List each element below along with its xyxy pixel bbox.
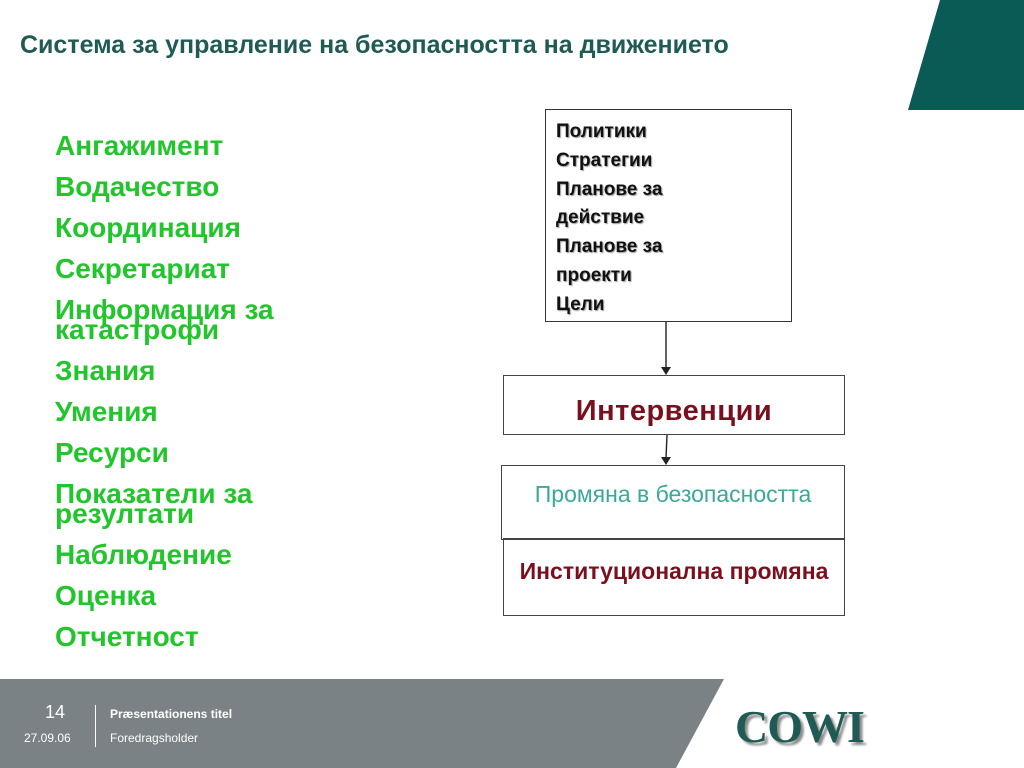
component-list — [55, 126, 355, 658]
footer-bar — [0, 679, 1024, 768]
footer-divider — [95, 705, 96, 747]
arrow-down-icon — [658, 435, 674, 466]
list-item: Информация за катастрофи — [55, 294, 274, 345]
list-item: Секретариат — [55, 253, 230, 284]
safety-change-label: Промяна в безопасността — [534, 481, 812, 507]
list-item: Показатели за резултати — [55, 478, 253, 529]
presenter-name: Foredragsholder — [110, 731, 199, 745]
institutional-change-box — [503, 538, 845, 616]
list-item: Водачество — [55, 171, 220, 202]
arrow-down-icon — [658, 322, 674, 376]
page-title: Система за управление на безопасността на движението — [20, 31, 729, 59]
policies-line: Планове за — [556, 178, 663, 200]
policies-line: Планове за — [556, 236, 663, 258]
list-item: Координация — [55, 212, 241, 243]
list-item: Умения — [55, 396, 158, 427]
list-item: Оценка — [55, 580, 157, 611]
slide-date: 27.09.06 — [24, 731, 71, 745]
cowi-logo: COWI — [735, 701, 864, 752]
safety-change-box — [501, 465, 845, 540]
interventions-box — [503, 375, 845, 435]
institutional-change-label: Институционална промяна — [519, 558, 829, 584]
slide-number: 14 — [44, 702, 66, 722]
corner-decoration — [908, 0, 1024, 110]
policies-line: Стратегии — [556, 149, 653, 171]
list-item: Знания — [55, 355, 156, 386]
list-item: Ангажимент — [55, 130, 224, 161]
presentation-title: Præsentationens titel — [110, 707, 233, 721]
policies-line: действие — [556, 207, 645, 229]
policies-line: проекти — [556, 264, 632, 286]
policies-line: Цели — [556, 293, 605, 315]
list-item: Отчетност — [55, 621, 199, 652]
list-item: Наблюдение — [55, 539, 232, 570]
policies-box — [545, 109, 792, 322]
interventions-label: Интервенции — [575, 395, 773, 427]
list-item: Ресурси — [55, 437, 169, 468]
policies-line: Политики — [556, 121, 647, 142]
